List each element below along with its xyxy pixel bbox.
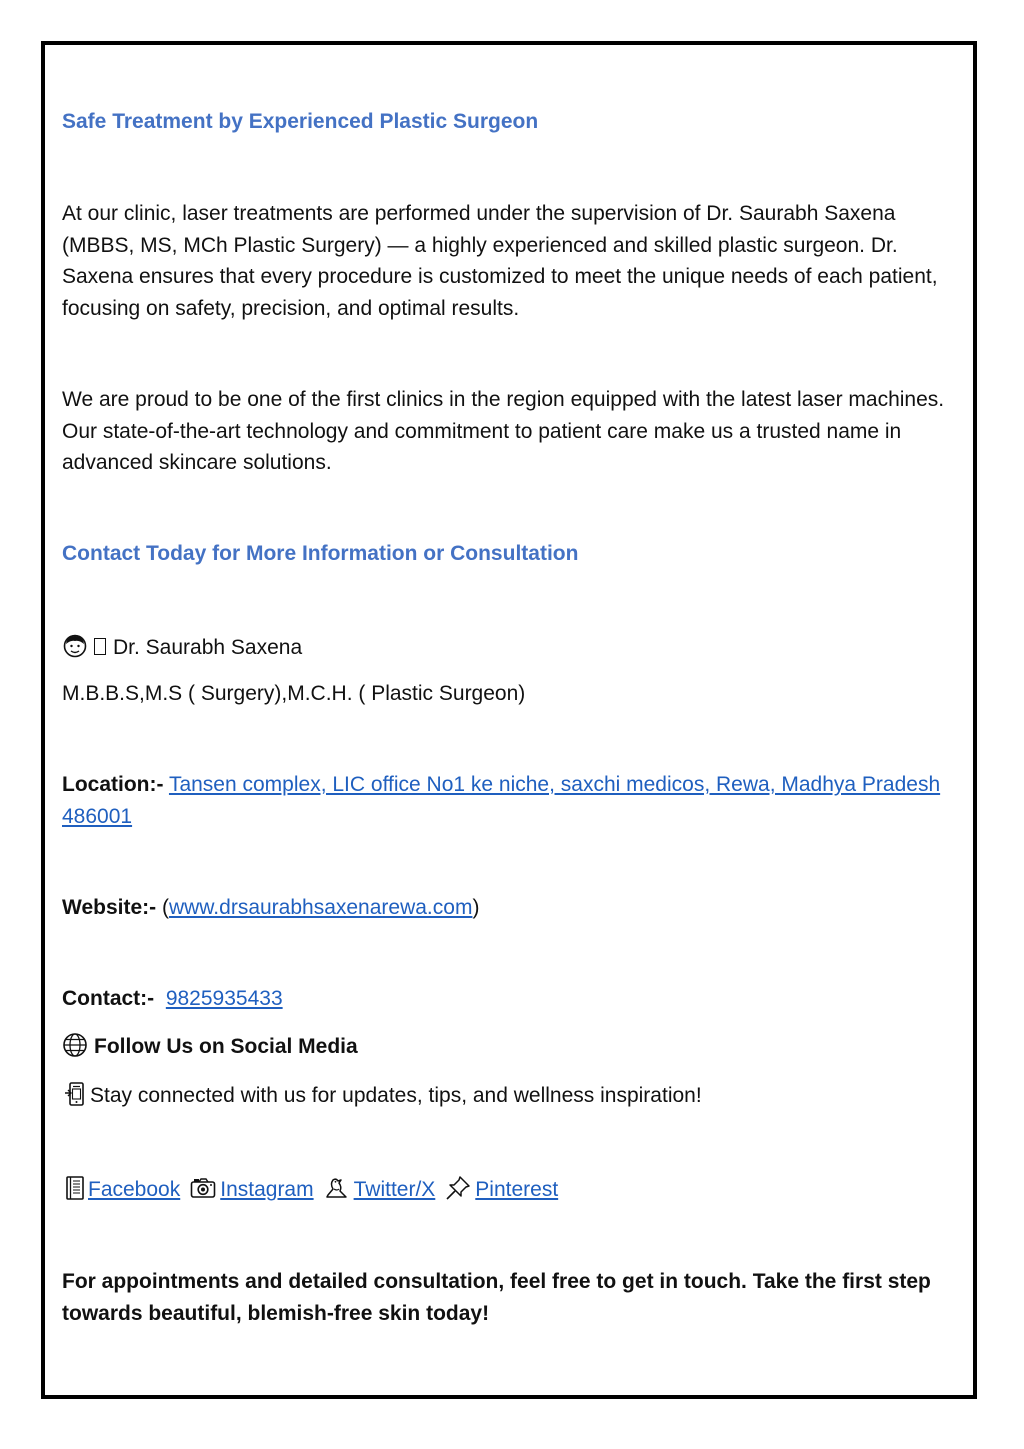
website-line — [62, 892, 479, 924]
pinterest-link[interactable]: Pinterest — [475, 1178, 559, 1201]
missing-glyph-box — [94, 638, 106, 655]
closing-statement: For appointments and detailed consultation, feel free to get in touch. Take the first step towards beautiful, blemish-free skin today! — [62, 1270, 931, 1325]
website-link[interactable]: www.drsaurabhsaxenarewa.com — [168, 896, 473, 919]
website-label: Website:- — [62, 896, 157, 919]
qualifications: M.B.B.S,M.S ( Surgery),M.C.H. ( Plastic Surgeon) — [62, 682, 526, 705]
book-icon — [62, 1175, 84, 1201]
location-line — [62, 769, 940, 801]
doctor-icon — [62, 633, 88, 659]
social-tagline-line — [62, 1080, 702, 1112]
website-open-paren: ( — [161, 896, 169, 919]
location-label: Location:- — [62, 773, 164, 796]
contact-line — [62, 983, 283, 1015]
globe-icon — [62, 1032, 88, 1058]
social-heading: Follow Us on Social Media — [94, 1035, 358, 1058]
social-tagline: Stay connected with us for updates, tips, and wellness inspiration! — [90, 1084, 702, 1107]
section-heading-safe-treatment: Safe Treatment by Experienced Plastic Surgeon — [62, 110, 539, 133]
social-links — [62, 1174, 558, 1206]
section-heading-contact: Contact Today for More Information or Consultation — [62, 542, 579, 565]
bird-icon — [324, 1175, 350, 1201]
pushpin-icon — [445, 1175, 471, 1201]
twitter-link[interactable]: Twitter/X — [353, 1178, 436, 1201]
instagram-link[interactable]: Instagram — [220, 1178, 314, 1201]
doctor-name-line — [62, 632, 302, 664]
facebook-link[interactable]: Facebook — [88, 1178, 181, 1201]
mobile-phone-icon — [62, 1081, 84, 1107]
paragraph-supervision: At our clinic, laser treatments are performed under the supervision of Dr. Saurabh Saxena (MBBS, MS, MCh Plastic Surgery) — a highly experienced and skilled plastic surgeon. Dr. Saxena ensures that every procedure is customized to meet the unique needs of each patient, focusing on safety, precision, and optimal results. — [62, 202, 938, 320]
location-link[interactable]: Tansen complex, LIC office No1 ke niche, saxchi medicos, Rewa, Madhya Pradesh — [168, 773, 941, 796]
paragraph-latest-machines: We are proud to be one of the first clinics in the region equipped with the latest laser machines. Our state-of-the-art technology and commitment to patient care make us a trusted name in advanced skincare solutions. — [62, 388, 945, 474]
camera-icon — [190, 1175, 216, 1201]
website-close-paren: ) — [472, 896, 480, 919]
doctor-name: Dr. Saurabh Saxena — [113, 636, 303, 659]
phone-link[interactable]: 9825935433 — [165, 987, 283, 1010]
contact-label: Contact:- — [62, 987, 155, 1010]
social-heading-line — [62, 1031, 358, 1063]
location-line-2 — [62, 801, 132, 833]
location-link-postcode[interactable]: 486001 — [62, 805, 133, 828]
